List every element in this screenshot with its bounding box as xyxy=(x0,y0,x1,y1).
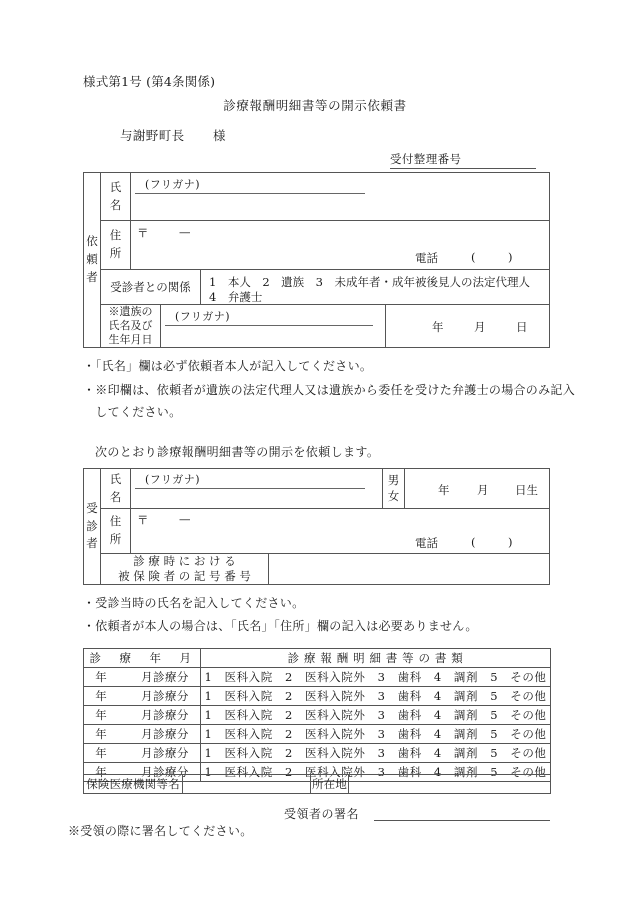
addressee-honorific: 様 xyxy=(213,128,226,143)
note-lower-1: ・依頼者が本人の場合は、「氏名」「住所」欄の記入は必要ありません。 xyxy=(83,619,478,633)
patient-birth-year: 年 xyxy=(438,483,450,497)
location-value[interactable] xyxy=(349,775,551,794)
note-upper-0: ・「氏名」欄は必ず依頼者本人が記入してください。 xyxy=(83,359,373,373)
records-row-4-period[interactable] xyxy=(84,744,201,763)
records-row-0-docs[interactable]: 1 医科入院 2 医科入院外 3 歯科 4 調剤 5 その他 xyxy=(201,668,551,687)
requester-relation-option-line-2: 4 弁護士 xyxy=(209,290,263,304)
patient-postal-dash: — xyxy=(179,512,191,526)
records-row-1-suffix: 月診療分 xyxy=(141,689,189,703)
table-row[interactable] xyxy=(84,725,551,744)
patient-side-label-char-1: 診 xyxy=(86,518,98,533)
patient-phone-close-paren: ) xyxy=(508,535,513,549)
form-number: 様式第1号 (第4条関係) xyxy=(83,74,216,89)
records-row-2-year: 年 xyxy=(95,708,108,722)
patient-table xyxy=(83,468,550,585)
records-row-4-year: 年 xyxy=(95,746,108,760)
patient-address-label-char-0: 住 xyxy=(109,514,122,529)
patient-birth-month: 月 xyxy=(477,483,489,497)
patient-name-furigana-rule xyxy=(135,488,365,489)
patient-name-label xyxy=(101,469,131,509)
receipt-number-field[interactable] xyxy=(390,168,536,169)
requester-table xyxy=(83,172,550,348)
insured-number-label xyxy=(101,554,269,584)
bereaved-name-furigana-rule xyxy=(165,325,373,326)
requester-relation-label-text: 受診者との関係 xyxy=(110,280,191,294)
requester-relation-option-line-1: 1 本人 2 遺族 3 未成年者・成年被後見人の法定代理人 xyxy=(209,275,530,289)
requester-name-furigana: (フリガナ) xyxy=(145,178,201,191)
requester-address-label-char-1: 所 xyxy=(109,246,122,260)
records-header-docs: 診 療 報 酬 明 細 書 等 の 書 類 xyxy=(201,649,551,668)
records-row-0-period[interactable] xyxy=(84,668,201,687)
records-row-0-year: 年 xyxy=(95,670,108,684)
patient-name-label-char-1: 名 xyxy=(109,489,122,504)
requester-name-field[interactable] xyxy=(131,173,550,221)
bereaved-name-field[interactable] xyxy=(161,305,386,347)
requester-side-label-char-2: 者 xyxy=(86,269,98,284)
records-header-period: 診 療 年 月 xyxy=(84,649,201,668)
requester-side-label-char-0: 依 xyxy=(86,234,98,249)
requester-address-label-char-0: 住 xyxy=(109,228,122,243)
bereaved-label xyxy=(101,305,161,347)
patient-phone-open-paren: ( xyxy=(471,535,476,549)
records-row-5-suffix: 月診療分 xyxy=(141,765,189,779)
records-row-2-docs[interactable]: 1 医科入院 2 医科入院外 3 歯科 4 調剤 5 その他 xyxy=(201,706,551,725)
requester-name-label-char-0: 氏 xyxy=(109,179,122,194)
requester-address-field[interactable] xyxy=(131,221,550,270)
requester-side-label-char-1: 頼 xyxy=(86,252,98,267)
records-row-2-period[interactable] xyxy=(84,706,201,725)
insured-number-field[interactable] xyxy=(269,554,550,584)
table-row[interactable] xyxy=(84,706,551,725)
patient-gender-field[interactable] xyxy=(383,469,405,509)
records-row-4-suffix: 月診療分 xyxy=(141,746,189,760)
patient-side-label-char-0: 受 xyxy=(86,500,98,515)
requester-phone-close-paren: ) xyxy=(508,250,513,264)
patient-name-furigana: (フリガナ) xyxy=(145,473,201,486)
patient-address-label xyxy=(101,509,131,554)
requester-relation-label xyxy=(101,270,201,305)
insured-number-label-line-1: 被 保 険 者 の 記 号 番 号 xyxy=(118,569,251,583)
requester-postal-dash: — xyxy=(179,225,191,239)
records-row-1-docs[interactable]: 1 医科入院 2 医科入院外 3 歯科 4 調剤 5 その他 xyxy=(201,687,551,706)
requester-postal-mark: 〒 xyxy=(137,226,149,240)
table-row[interactable] xyxy=(84,744,551,763)
records-row-0-suffix: 月診療分 xyxy=(141,670,189,684)
requester-side-label xyxy=(84,173,101,347)
patient-gender-char-1: 女 xyxy=(387,488,400,503)
requester-address-label xyxy=(101,221,131,270)
records-row-5-year: 年 xyxy=(95,765,108,779)
bereaved-name-furigana: (フリガナ) xyxy=(175,310,231,323)
institution-label: 保険医療機関等名 xyxy=(84,775,183,794)
requester-name-furigana-rule xyxy=(135,193,365,194)
insured-number-label-line-0: 診 療 時 に お け る xyxy=(133,554,236,569)
note-upper-2: してください。 xyxy=(83,405,182,419)
patient-side-label-char-2: 者 xyxy=(86,536,98,551)
patient-birthdate-field[interactable] xyxy=(405,469,550,509)
requester-relation-options[interactable] xyxy=(201,270,550,305)
institution-value[interactable] xyxy=(183,775,311,794)
institution-row[interactable] xyxy=(84,775,551,794)
bereaved-birth-day: 日 xyxy=(516,320,528,334)
location-label: 所在地 xyxy=(311,775,349,794)
patient-gender-char-0: 男 xyxy=(387,472,400,487)
addressee-name: 与謝野町長 xyxy=(120,128,185,143)
records-row-4-docs[interactable]: 1 医科入院 2 医科入院外 3 歯科 4 調剤 5 その他 xyxy=(201,744,551,763)
records-row-3-year: 年 xyxy=(95,727,108,741)
bereaved-label-line-1: 氏名及び xyxy=(108,319,153,333)
receipt-number-label: 受付整理番号 xyxy=(390,152,462,166)
requester-name-label xyxy=(101,173,131,221)
patient-phone-label: 電話 xyxy=(415,536,438,550)
patient-name-field[interactable] xyxy=(131,469,383,509)
records-row-3-docs[interactable]: 1 医科入院 2 医科入院外 3 歯科 4 調剤 5 その他 xyxy=(201,725,551,744)
table-row[interactable] xyxy=(84,668,551,687)
table-row[interactable] xyxy=(84,687,551,706)
note-lower-0: ・受診当時の氏名を記入してください。 xyxy=(83,596,305,610)
patient-address-label-char-1: 所 xyxy=(109,532,122,546)
patient-side-label xyxy=(84,469,101,584)
records-table-body xyxy=(84,668,551,782)
bereaved-label-line-2: 生年月日 xyxy=(108,332,153,346)
bereaved-label-line-0: ※遺族の xyxy=(108,305,153,319)
records-row-5-docs[interactable]: 1 医科入院 2 医科入院外 3 歯科 4 調剤 5 その他 xyxy=(201,763,551,782)
patient-address-field[interactable] xyxy=(131,509,550,554)
records-row-3-period[interactable] xyxy=(84,725,201,744)
patient-name-label-char-0: 氏 xyxy=(109,471,122,486)
bereaved-birthdate-field[interactable] xyxy=(386,305,550,347)
records-table-header-row xyxy=(84,649,551,668)
intro-sentence: 次のとおり診療報酬明細書等の開示を依頼します。 xyxy=(95,445,380,459)
signature-field[interactable] xyxy=(374,820,550,821)
records-table xyxy=(83,648,551,782)
requester-name-label-char-1: 名 xyxy=(109,197,122,212)
patient-postal-mark: 〒 xyxy=(137,513,149,527)
bereaved-birth-year: 年 xyxy=(432,320,444,334)
requester-phone-label: 電話 xyxy=(415,251,438,265)
footer-note: ※受領の際に署名してください。 xyxy=(68,824,253,838)
records-row-3-suffix: 月診療分 xyxy=(141,727,189,741)
bereaved-birth-month: 月 xyxy=(474,320,486,334)
signature-label: 受領者の署名 xyxy=(284,807,360,821)
institution-row-table xyxy=(83,774,551,794)
records-row-1-year: 年 xyxy=(95,689,108,703)
requester-phone-open-paren: ( xyxy=(471,250,476,264)
page-title: 診療報酬明細書等の開示依頼書 xyxy=(223,98,407,113)
note-upper-1: ・※印欄は、依頼者が遺族の法定代理人又は遺族から委任を受けた弁護士の場合のみ記入 xyxy=(83,383,576,397)
patient-birth-day: 日生 xyxy=(515,483,538,497)
records-row-1-period[interactable] xyxy=(84,687,201,706)
records-row-2-suffix: 月診療分 xyxy=(141,708,189,722)
